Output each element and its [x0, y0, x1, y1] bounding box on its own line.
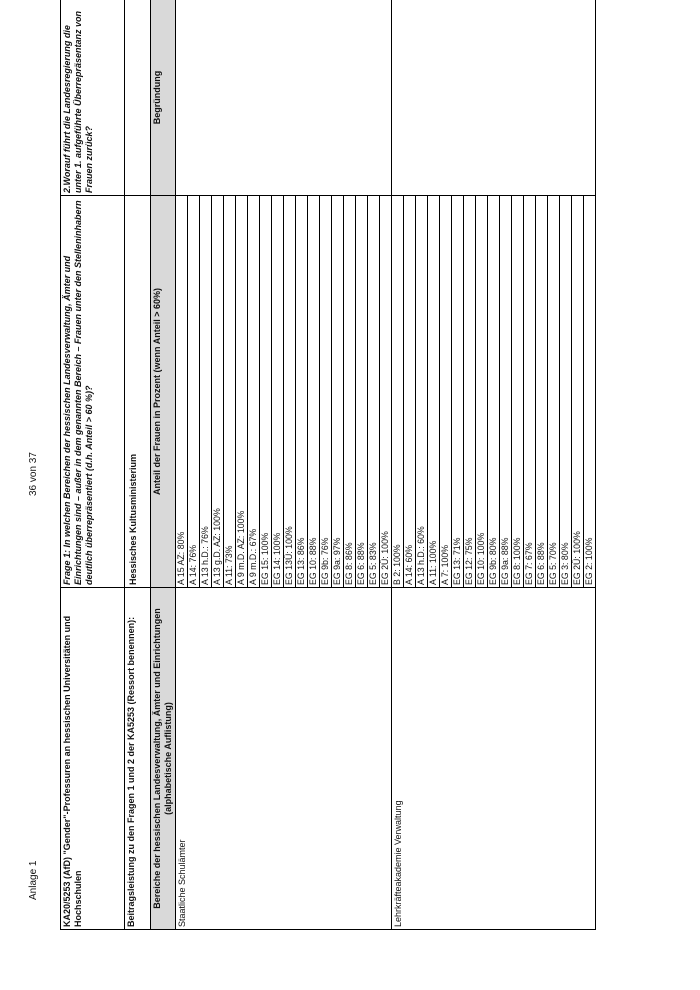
section-row	[392, 0, 596, 930]
share-value: EG 14: 100%	[272, 196, 284, 587]
value-row	[536, 196, 548, 587]
value-row	[176, 196, 188, 587]
annex-label: Anlage 1	[28, 860, 39, 900]
column-header-row	[151, 0, 176, 930]
share-value: A 11: 100%	[428, 196, 440, 587]
value-row	[560, 196, 572, 587]
document-title: KA20/5253 (AfD) "Gender"-Professuren an hessischen Universitäten und Hochschulen	[61, 588, 125, 930]
share-value: EG 6: 88%	[536, 196, 548, 587]
value-row	[452, 196, 464, 587]
value-row	[260, 196, 272, 587]
share-value: EG 5: 83%	[368, 196, 380, 587]
share-value: A 14: 76%	[188, 196, 200, 587]
value-row	[344, 196, 356, 587]
share-value: EG 8: 86%	[344, 196, 356, 587]
share-value: EG 8: 100%	[512, 196, 524, 587]
value-row	[428, 196, 440, 587]
value-row	[464, 196, 476, 587]
value-row	[416, 196, 428, 587]
survey-table	[60, 0, 596, 930]
value-row	[584, 196, 596, 587]
area-name: Staatliche Schulämter	[176, 588, 392, 930]
reason-cell	[176, 0, 392, 196]
share-value: EG 2Ü: 100%	[572, 196, 584, 587]
section-row	[176, 0, 392, 930]
question-2: 2.Worauf führt die Landesregierung die unter 1. aufgeführte Überrepräsentanz von Frauen zurück?	[61, 0, 125, 196]
rotated-table-container	[60, 0, 690, 930]
col-header-share: Anteil der Frauen in Prozent (wenn Anteil > 60%)	[151, 196, 176, 588]
value-row	[284, 196, 296, 587]
share-value: A 13 h.D.: 76%	[200, 196, 212, 587]
share-value: A 7: 100%	[440, 196, 452, 587]
value-row	[524, 196, 536, 587]
share-value: EG 2: 100%	[584, 537, 594, 585]
value-row	[212, 196, 224, 587]
share-value: EG 9b: 80%	[488, 196, 500, 587]
value-cell	[392, 196, 596, 588]
value-row	[512, 196, 524, 587]
share-value: A 14: 60%	[404, 196, 416, 587]
value-row	[272, 196, 284, 587]
share-value: EG 9b: 76%	[320, 196, 332, 587]
share-value: EG 9a: 97%	[332, 196, 344, 587]
contribution-label: Beitragsleistung zu den Fragen 1 und 2 der KA5253 (Ressort benennen):	[125, 588, 151, 930]
share-value: EG 13: 86%	[296, 196, 308, 587]
question-1: Frage 1: In welchen Bereichen der hessischen Landesverwaltung, Ämter und Einrichtungen sind – außer in dem genannten Bereich – Frauen unter den Stelleninhabern deutlich überrepräsentiert (d.h. Anteil > 60 %)?	[61, 196, 125, 588]
title-row	[61, 0, 125, 930]
value-row	[572, 196, 584, 587]
share-value: EG 9a: 88%	[500, 196, 512, 587]
share-value: A 9 m.D. AZ: 100%	[236, 196, 248, 587]
value-row	[500, 196, 512, 587]
value-row	[440, 196, 452, 587]
value-row	[248, 196, 260, 587]
share-value: EG 13Ü: 100%	[284, 196, 296, 587]
value-row	[476, 196, 488, 587]
value-cell	[176, 196, 392, 588]
value-row	[548, 196, 560, 587]
ministry-empty-cell	[125, 0, 151, 196]
share-value: EG 13: 71%	[452, 196, 464, 587]
share-value: EG 5: 70%	[548, 196, 560, 587]
value-row	[236, 196, 248, 587]
share-value: EG 2Ü: 100%	[380, 531, 390, 585]
share-value: A 9 m.D.: 67%	[248, 196, 260, 587]
share-value: EG 12: 75%	[464, 196, 476, 587]
ministry-row	[125, 0, 151, 930]
page-number: 36 von 37	[28, 452, 39, 496]
share-value: EG 10: 100%	[476, 196, 488, 587]
share-value: EG 6: 88%	[356, 196, 368, 587]
value-row	[404, 196, 416, 587]
share-value: EG 15: 100%	[260, 196, 272, 587]
value-list	[392, 196, 595, 587]
share-value: A 13 h.D.: 60%	[416, 196, 428, 587]
area-name: Lehrkräfteakademie Verwaltung	[392, 588, 596, 930]
col-header-reason: Begründung	[151, 0, 176, 196]
share-value: EG 3: 80%	[560, 196, 572, 587]
share-value: A 13 g.D. AZ: 100%	[212, 196, 224, 587]
ministry-name: Hessisches Kultusministerium	[125, 196, 151, 588]
share-value: EG 7: 67%	[524, 196, 536, 587]
value-row	[188, 196, 200, 587]
reason-cell	[392, 0, 596, 196]
col-header-areas: Bereiche der hessischen Landesverwaltung, Ämter und Einrichtungen (alphabetische Auflistung)	[151, 588, 176, 930]
value-row	[308, 196, 320, 587]
value-row	[356, 196, 368, 587]
value-row	[392, 196, 404, 587]
value-row	[332, 196, 344, 587]
value-row	[296, 196, 308, 587]
value-row	[200, 196, 212, 587]
value-row	[224, 196, 236, 587]
value-row	[488, 196, 500, 587]
share-value: A 15 AZ: 80%	[176, 196, 188, 587]
value-list	[176, 196, 391, 587]
share-value: B 2: 100%	[392, 196, 404, 587]
value-row	[368, 196, 380, 587]
share-value: EG 10: 88%	[308, 196, 320, 587]
value-row	[320, 196, 332, 587]
share-value: A 11: 73%	[224, 196, 236, 587]
value-row	[380, 196, 392, 587]
